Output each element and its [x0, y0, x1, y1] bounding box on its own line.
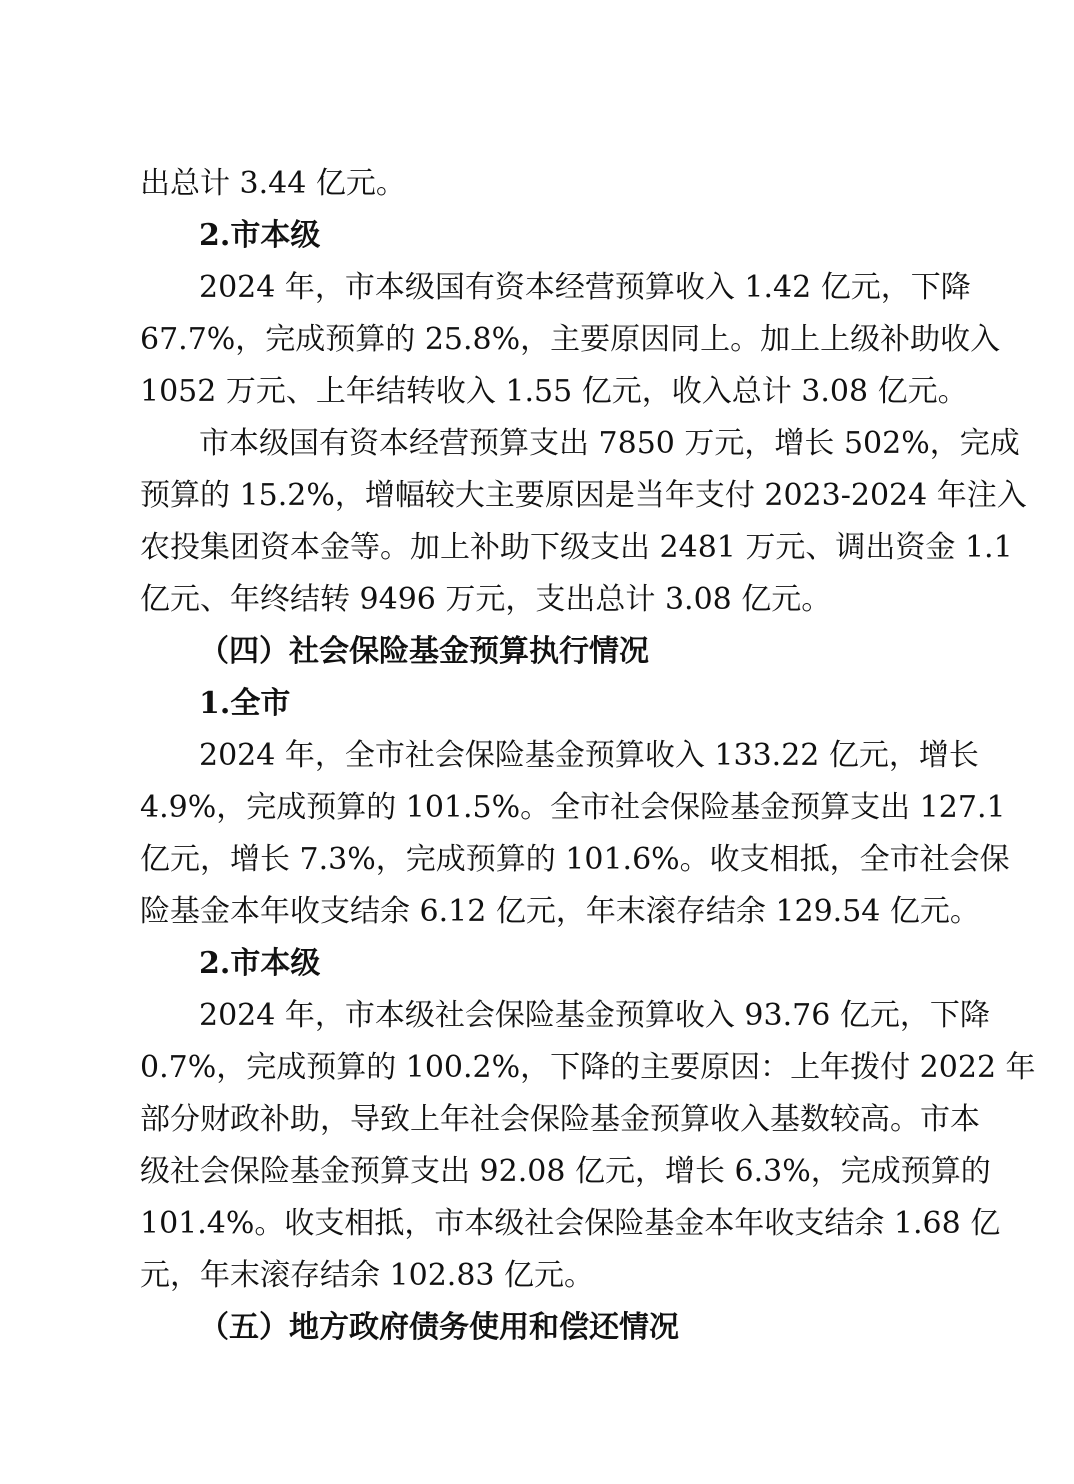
subheading-city-level: 2.市本级: [199, 946, 321, 981]
paragraph-line: 67.7%，完成预算的 25.8%，主要原因同上。加上上级补助收入: [140, 322, 1001, 357]
paragraph-line: 0.7%，完成预算的 100.2%，下降的主要原因：上年拨付 2022 年: [140, 1050, 1036, 1085]
paragraph-line: 2024 年，市本级社会保险基金预算收入 93.76 亿元，下降: [199, 998, 990, 1033]
paragraph-line: 亿元，增长 7.3%，完成预算的 101.6%。收支相抵，全市社会保: [140, 842, 1010, 877]
section-heading-social-insurance: （四）社会保险基金预算执行情况: [199, 634, 649, 669]
paragraph-line: 级社会保险基金预算支出 92.08 亿元，增长 6.3%，完成预算的: [140, 1154, 991, 1189]
subheading-whole-city: 1.全市: [199, 686, 291, 721]
paragraph-line: 4.9%，完成预算的 101.5%。全市社会保险基金预算支出 127.1: [140, 790, 1006, 825]
paragraph-line: 2024 年，全市社会保险基金预算收入 133.22 亿元，增长: [199, 738, 979, 773]
paragraph-line: 亿元、年终结转 9496 万元，支出总计 3.08 亿元。: [140, 582, 832, 617]
paragraph-line: 险基金本年收支结余 6.12 亿元，年末滚存结余 129.54 亿元。: [140, 894, 980, 929]
section-heading-local-debt: （五）地方政府债务使用和偿还情况: [199, 1310, 679, 1345]
paragraph-line: 1052 万元、上年结转收入 1.55 亿元，收入总计 3.08 亿元。: [140, 374, 968, 409]
paragraph-line: 部分财政补助，导致上年社会保险基金预算收入基数较高。市本: [140, 1102, 980, 1137]
paragraph-line: 2024 年，市本级国有资本经营预算收入 1.42 亿元，下降: [199, 270, 971, 305]
paragraph-line: 市本级国有资本经营预算支出 7850 万元，增长 502%，完成: [199, 426, 1020, 461]
paragraph-line: 101.4%。收支相抵，市本级社会保险基金本年收支结余 1.68 亿: [140, 1206, 1001, 1241]
paragraph-line: 元，年末滚存结余 102.83 亿元。: [140, 1258, 595, 1293]
paragraph-line: 预算的 15.2%，增幅较大主要原因是当年支付 2023-2024 年注入: [140, 478, 1027, 513]
paragraph-line: 出总计 3.44 亿元。: [140, 166, 406, 201]
subheading-city-level: 2.市本级: [199, 218, 321, 253]
paragraph-line: 农投集团资本金等。加上补助下级支出 2481 万元、调出资金 1.1: [140, 530, 1013, 565]
